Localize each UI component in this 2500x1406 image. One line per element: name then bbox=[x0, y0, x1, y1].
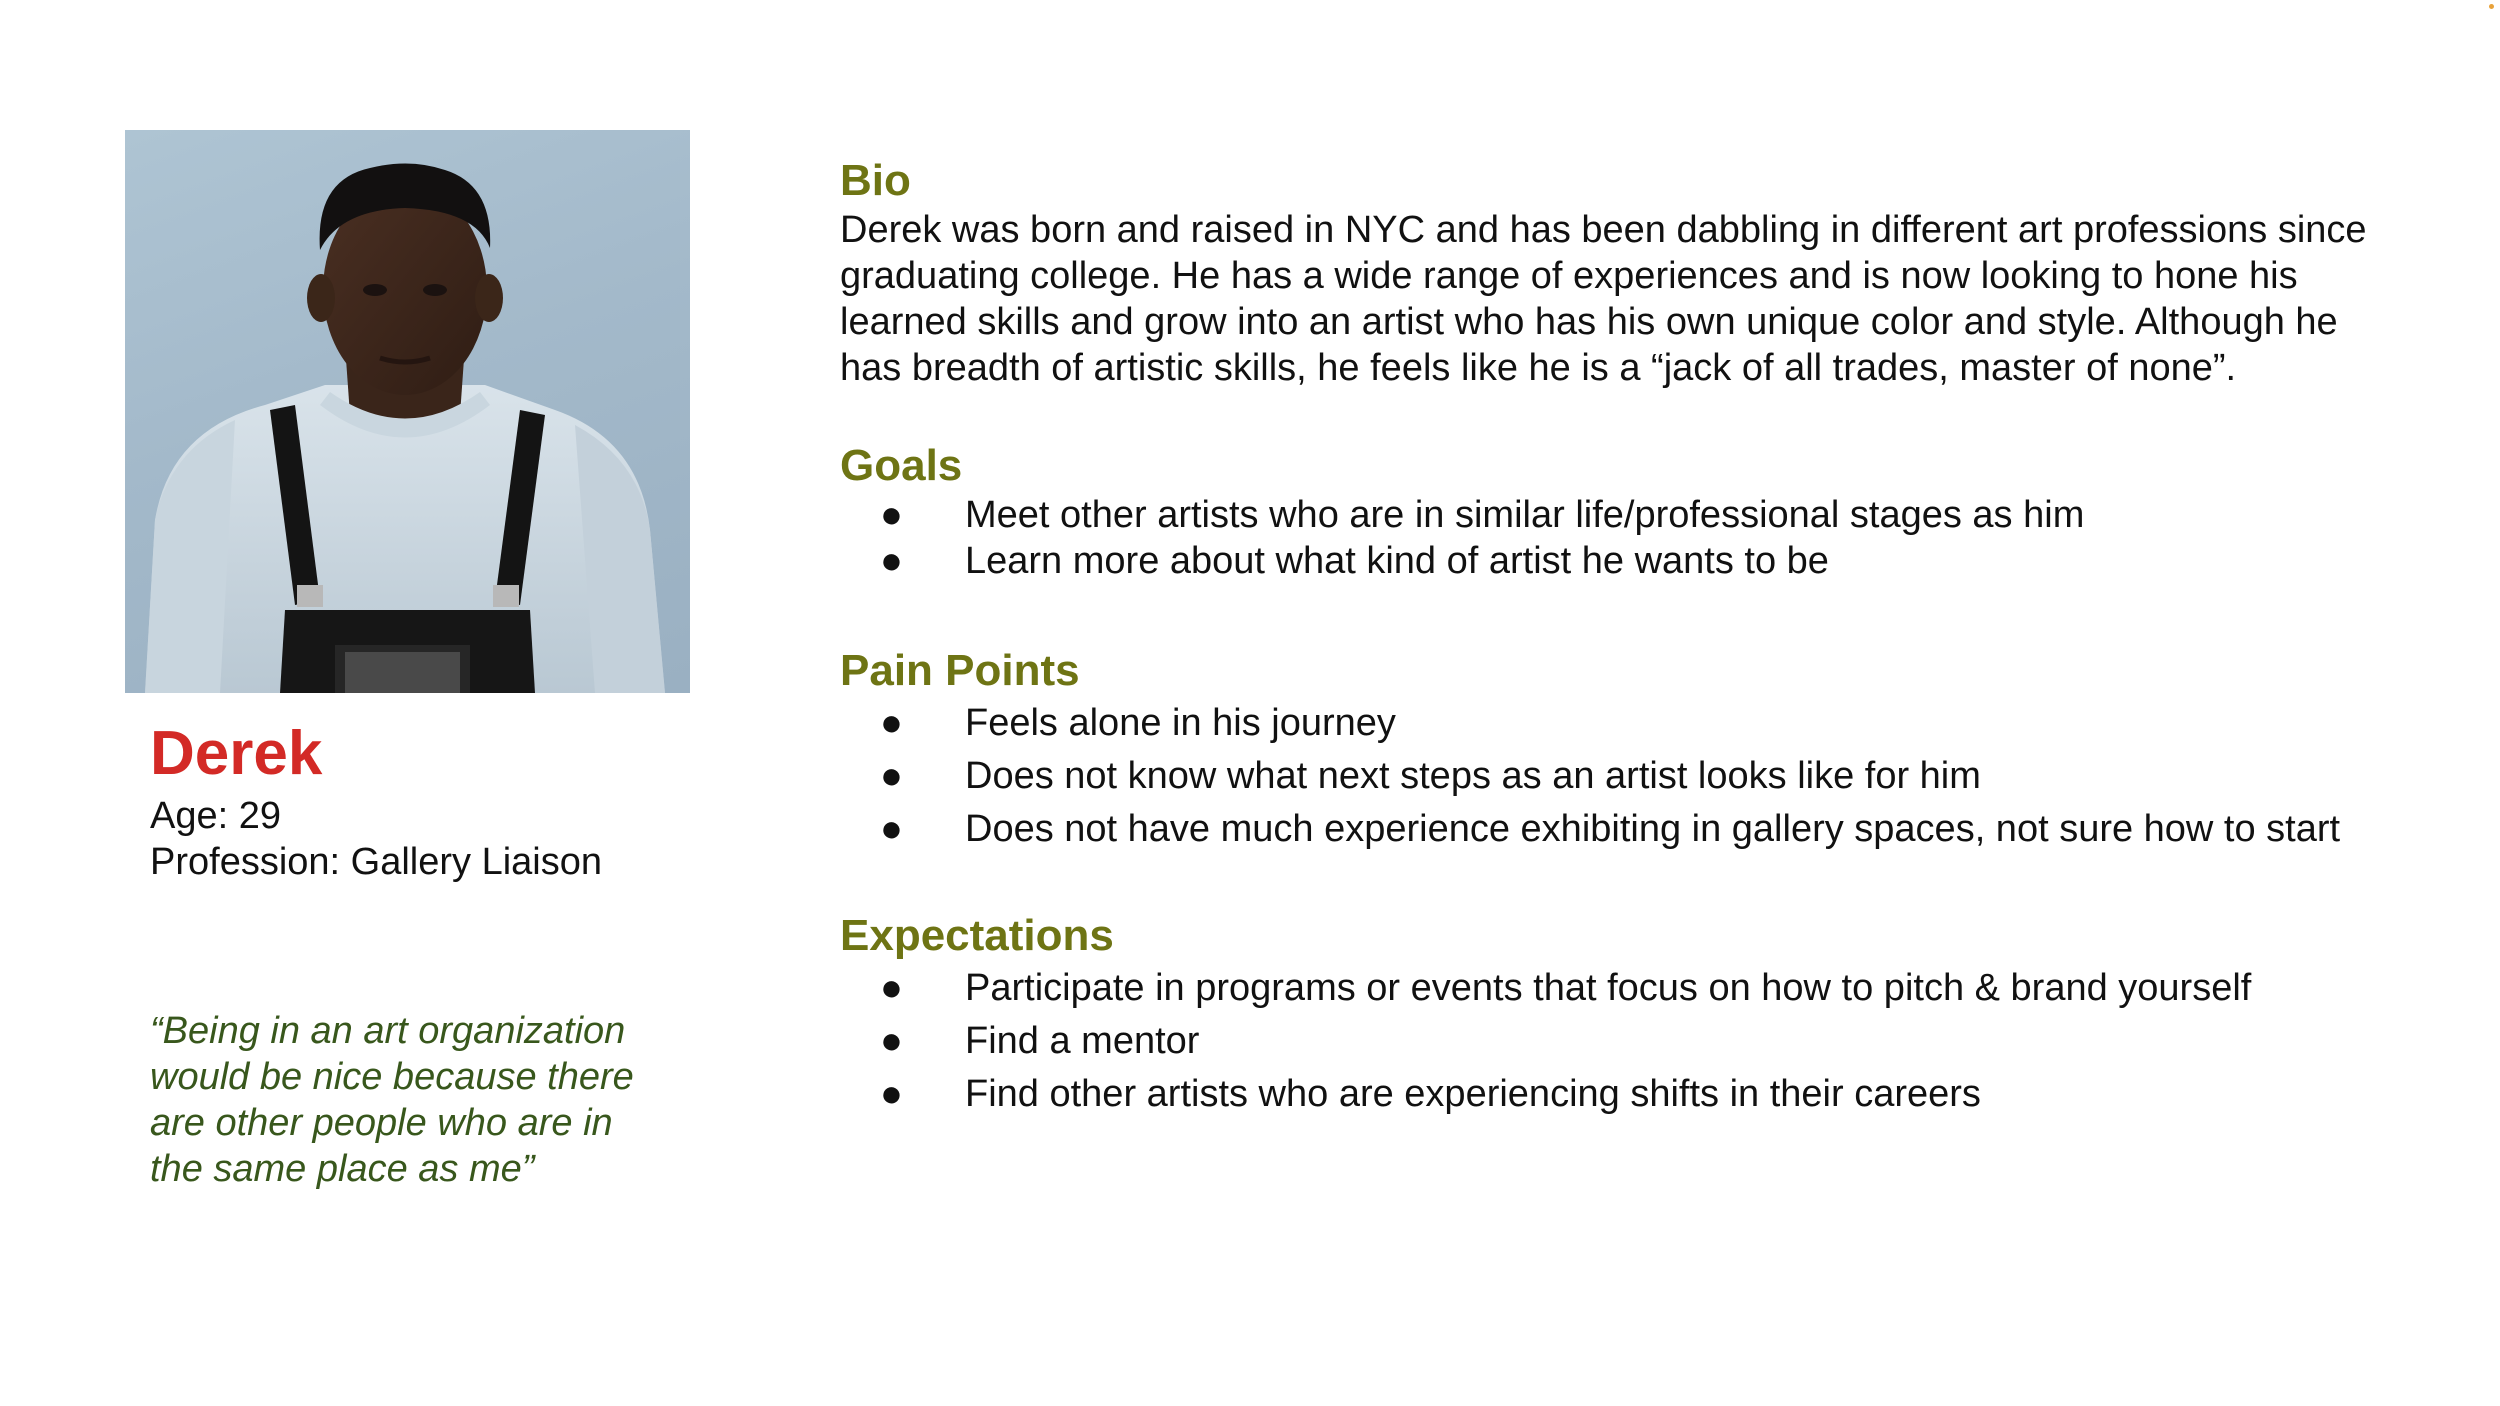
bullet-icon: ● bbox=[880, 967, 903, 1009]
bullet-icon: ● bbox=[880, 808, 903, 850]
list-item bbox=[840, 1015, 2251, 1068]
list-item bbox=[840, 492, 2084, 538]
list-item bbox=[840, 538, 2084, 584]
expectation-text: Find a mentor bbox=[965, 1020, 1200, 1062]
pain-point-text: Does not have much experience exhibiting in gallery spaces, not sure how to start bbox=[965, 808, 2341, 850]
list-item bbox=[840, 962, 2251, 1015]
persona-name: Derek bbox=[150, 719, 323, 788]
persona-quote: “Being in an art organization would be nice because there are other people who are in the same place as me” bbox=[150, 1010, 634, 1190]
bio-heading: Bio bbox=[840, 156, 911, 205]
pain-point-text: Does not know what next steps as an artist looks like for him bbox=[965, 755, 1981, 797]
list-item bbox=[840, 803, 2340, 856]
persona-age bbox=[150, 793, 281, 839]
goals-list bbox=[840, 492, 2084, 584]
bullet-icon: ● bbox=[880, 540, 903, 582]
persona-photo bbox=[125, 130, 690, 693]
age-value: 29 bbox=[238, 795, 282, 837]
persona-profession bbox=[150, 839, 602, 885]
bio-text: Derek was born and raised in NYC and has been dabbling in different art professions since graduating college. He has a wide range of experiences and is now looking to hone his learned skills and grow into an artist who has his own unique color and style. Although he has breadth of artistic skills, he feels like he is a “jack of all trades, master of none”. bbox=[840, 209, 2367, 389]
goal-text: Learn more about what kind of artist he wants to be bbox=[965, 540, 1829, 582]
profession-value: Gallery Liaison bbox=[350, 841, 602, 883]
expectation-text: Find other artists who are experiencing shifts in their careers bbox=[965, 1073, 1981, 1115]
list-item bbox=[840, 1068, 2251, 1121]
bullet-icon: ● bbox=[880, 1073, 903, 1115]
pain-points-heading: Pain Points bbox=[840, 646, 1080, 695]
corner-marker bbox=[2489, 4, 2494, 9]
goals-heading: Goals bbox=[840, 441, 963, 490]
profession-label: Profession: bbox=[150, 841, 341, 883]
list-item bbox=[840, 750, 2340, 803]
goal-text: Meet other artists who are in similar life/professional stages as him bbox=[965, 494, 2085, 536]
list-item bbox=[840, 697, 2340, 750]
expectations-heading: Expectations bbox=[840, 911, 1114, 960]
pain-points-list bbox=[840, 697, 2340, 856]
expectation-text: Participate in programs or events that focus on how to pitch & brand yourself bbox=[965, 967, 2252, 1009]
pain-point-text: Feels alone in his journey bbox=[965, 702, 1396, 744]
bullet-icon: ● bbox=[880, 702, 903, 744]
expectations-list bbox=[840, 962, 2251, 1121]
bullet-icon: ● bbox=[880, 755, 903, 797]
bullet-icon: ● bbox=[880, 1020, 903, 1062]
age-label: Age: bbox=[150, 795, 229, 837]
bullet-icon: ● bbox=[880, 494, 903, 536]
